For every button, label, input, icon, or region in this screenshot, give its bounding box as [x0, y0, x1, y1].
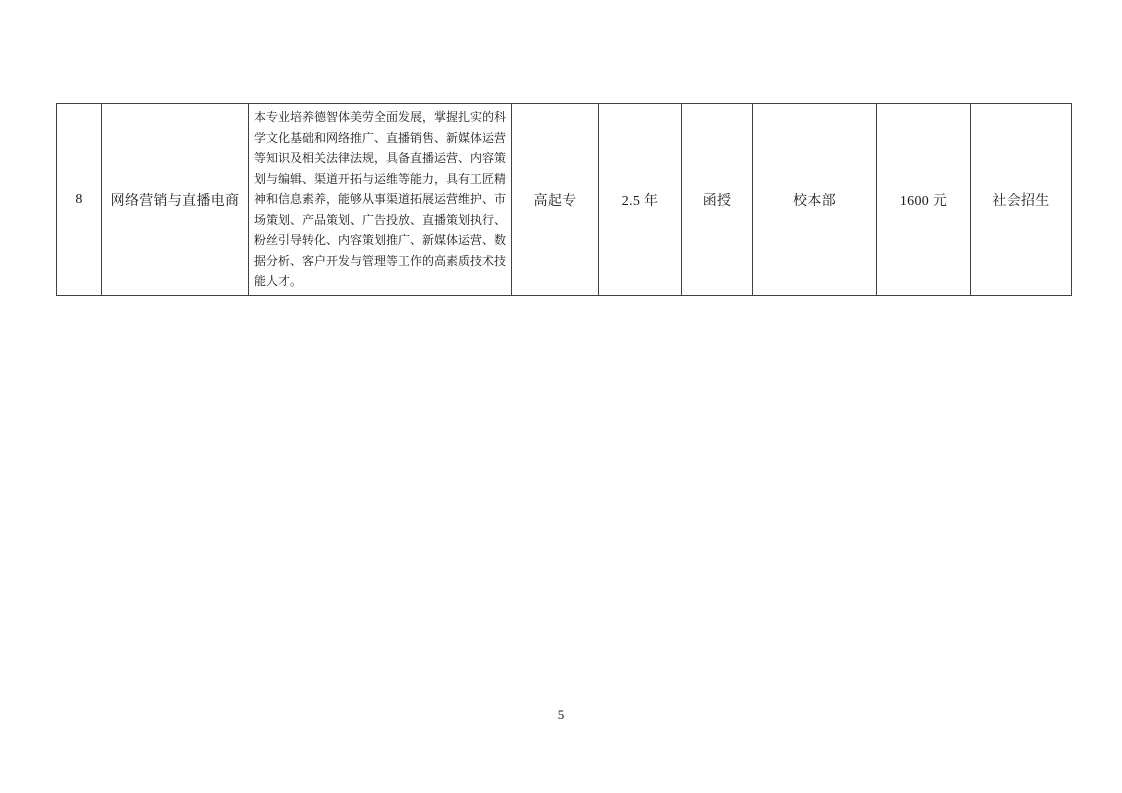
- cell-education-level: 高起专: [512, 104, 599, 296]
- program-table: [56, 103, 1072, 296]
- cell-study-form: 函授: [682, 104, 753, 296]
- page-number: 5: [557, 707, 565, 722]
- cell-teaching-site: 校本部: [753, 104, 877, 296]
- cell-row-number: 8: [57, 104, 102, 296]
- cell-tuition-fee: 1600 元: [877, 104, 971, 296]
- cell-enrollment-type: 社会招生: [971, 104, 1072, 296]
- cell-major-description: 本专业培养德智体美劳全面发展，掌握扎实的科学文化基础和网络推广、直播销售、新媒体运营等知识及相关法律法规，具备直播运营、内容策划与编辑、渠道开拓与运维等能力，具有工匠精神和信息素养，能够从事渠道拓展运营维护、市场策划、产品策划、广告投放、直播策划执行、粉丝引导转化、内容策划推广、新媒体运营、数据分析、客户开发与管理等工作的高素质技术技能人才。: [249, 104, 512, 296]
- table-row: [57, 104, 1072, 296]
- cell-study-duration: 2.5 年: [599, 104, 682, 296]
- cell-major-name: 网络营销与直播电商: [102, 104, 249, 296]
